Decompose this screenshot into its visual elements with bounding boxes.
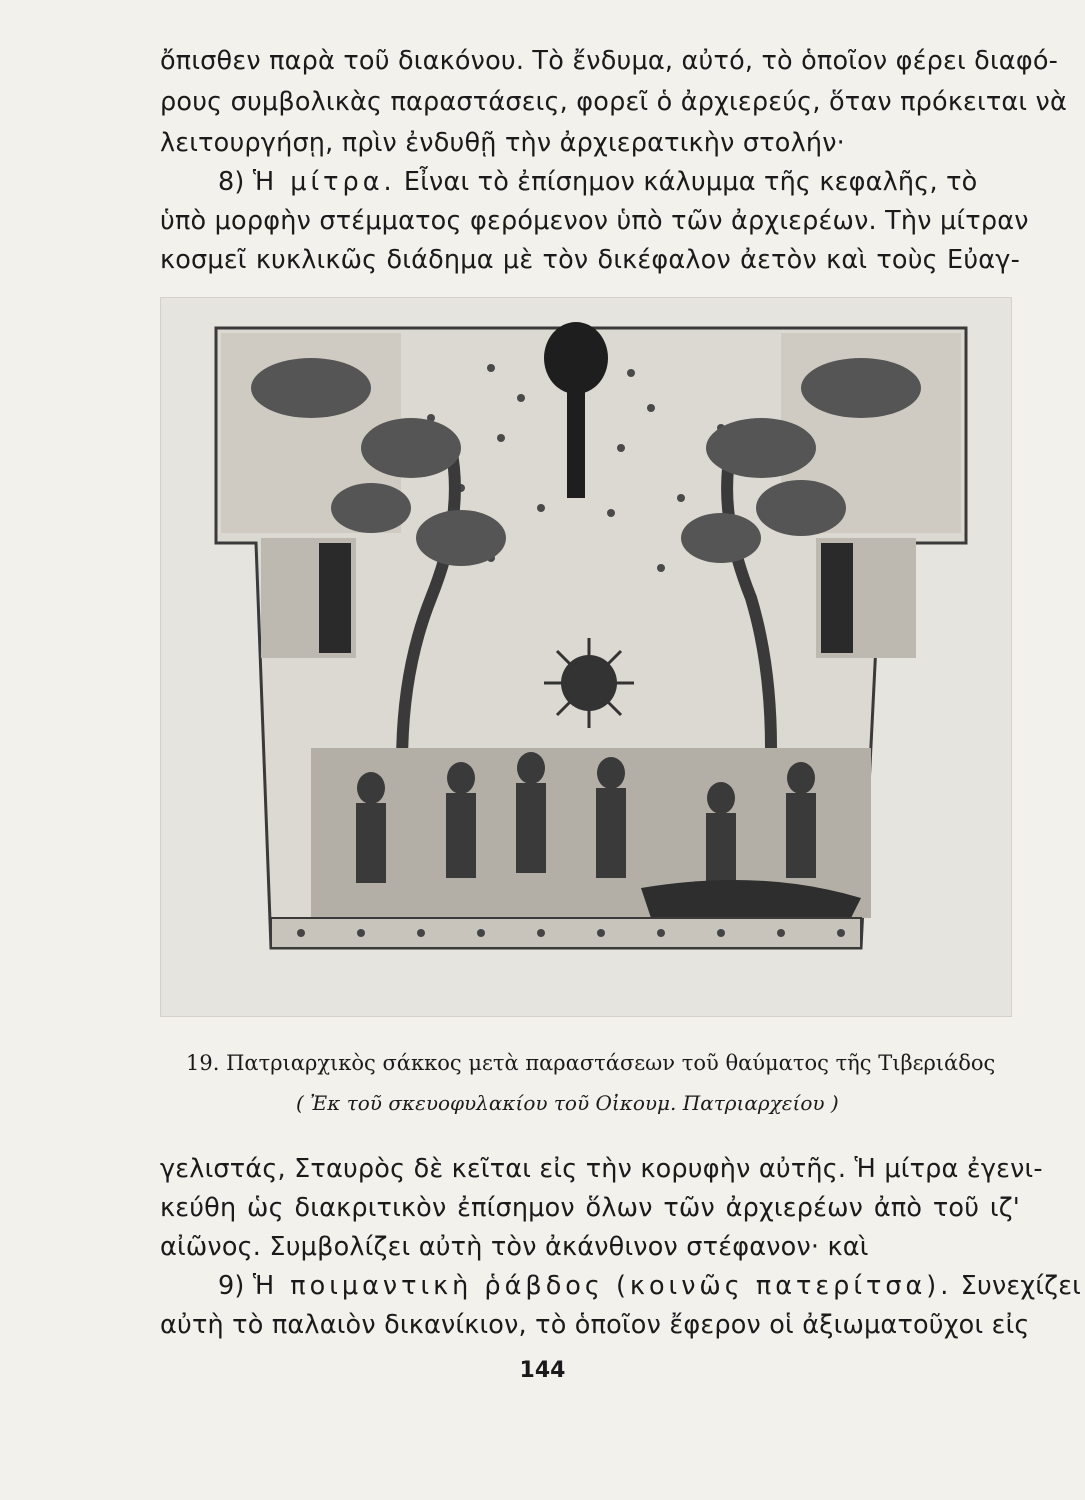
text-line-3: λειτουργήσῃ, πρὶν ἐνδυθῇ τὴν ἀρχιερατικὴν στολήν·	[160, 128, 845, 158]
text-line-8: κεύθη ὡς διακριτικὸν ἐπίσημον ὅλων τῶν ἀρχιερέων ἀπὸ τοῦ ιζ'	[160, 1193, 1020, 1223]
text-line-5: ὑπὸ μορφὴν στέμματος φερόμενον ὑπὸ τῶν ἀρχιερέων. Τὴν μίτραν	[160, 206, 1029, 236]
item-9-title: Ἡ ποιμαντικὴ ῥάβδος (κοινῶς πατερίτσα).	[252, 1271, 953, 1301]
item-8-number: 8)	[218, 167, 245, 197]
sakkos-photograph	[160, 297, 1012, 1017]
text-line-6: κοσμεῖ κυκλικῶς διάδημα μὲ τὸν δικέφαλον ἀετὸν καὶ τοὺς Εὐαγ-	[160, 245, 1020, 275]
item-9-line	[218, 1270, 1082, 1302]
page-number: 144	[519, 1358, 566, 1383]
text-line-7: γελιστάς, Σταυρὸς δὲ κεῖται εἰς τὴν κορυφὴν αὐτῆς. Ἡ μίτρα ἐγενι-	[160, 1154, 1043, 1184]
text-line-2: ρους συμβολικὰς παραστάσεις, φορεῖ ὁ ἀρχιερεύς, ὅταν πρόκειται νὰ	[160, 87, 1068, 117]
item-9-text: Συνεχίζει	[960, 1271, 1082, 1301]
figure-title: Πατριαρχικὸς σάκκος μετὰ παραστάσεων τοῦ θαύματος τῆς Τιβεριάδος	[226, 1051, 996, 1075]
figure-source: ( Ἐκ τοῦ σκευοφυλακίου τοῦ Οἰκουμ. Πατριαρχείου )	[296, 1091, 839, 1115]
item-8-text: Εἶναι τὸ ἐπίσημον κάλυμμα τῆς κεφαλῆς, τὸ	[403, 167, 978, 197]
figure-number: 19.	[186, 1051, 220, 1075]
item-9-number: 9)	[218, 1271, 245, 1301]
sakkos-vestment-icon	[161, 298, 1011, 1016]
figure-caption	[186, 1051, 995, 1075]
item-8-line	[218, 166, 1018, 198]
text-line-11: αὐτὴ τὸ παλαιὸν δικανίκιον, τὸ ὁποῖον ἔφερον οἱ ἀξιωματοῦχοι εἰς	[160, 1310, 1030, 1340]
text-line-9: αἰῶνος. Συμβολίζει αὐτὴ τὸν ἀκάνθινον στέφανον· καὶ	[160, 1232, 869, 1262]
item-8-title: Ἡ μίτρα.	[252, 167, 396, 197]
text-line-1: ὄπισθεν παρὰ τοῦ διακόνου. Τὸ ἔνδυμα, αὐτό, τὸ ὁποῖον φέρει διαφό-	[160, 46, 1059, 76]
